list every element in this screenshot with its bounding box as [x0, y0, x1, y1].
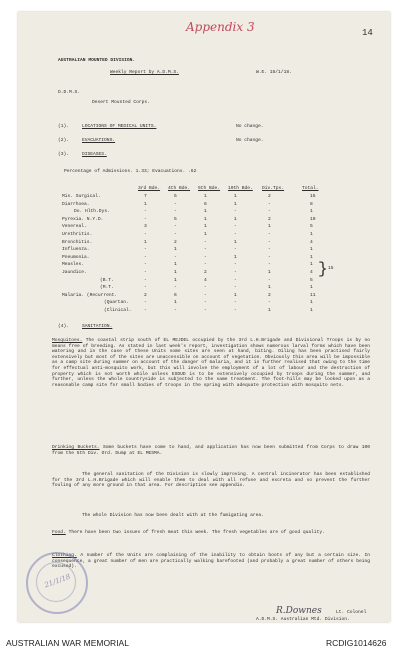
- table-cell: -: [268, 300, 271, 306]
- row-label: (Quartan.: [104, 300, 129, 306]
- table-cell: -: [174, 308, 177, 313]
- clothing-paragraph: [52, 553, 370, 570]
- column-header: Total.: [302, 186, 319, 191]
- table-cell: -: [204, 300, 207, 306]
- table-cell: 4: [310, 270, 313, 275]
- table-cell: 1: [310, 254, 313, 260]
- mosquitoes-text: The coastal strip south of EL MEJDEL occupied by the 3rd L.H.Brigade and Divisional Troops is by no means free of breeding. As stated in last week's report, investigation shows numerous larval forms which have been watering and in the case of these Units some sites are seen at hand, biting. Oiling has been practised fairly extensively but most of the sites are unaccessible on account of vegetation. Obviously this area will be impossible as a camp site during summer on account of the danger of malaria, and it is further realised that owing to the time for effectual anti-mosquito work, but this will involve the employment of a lot of labour and the destruction of property which is not worth while unless ESDUD is to be extensively occupied by troops during the summer, and further, unless the whole countryside is subjected to the same treatment. The foot-hills may be looked upon as a reasonable camp site for small bodies of troops in the spring with adequate protection with mosquito nets.: [52, 338, 370, 388]
- table-cell: 1: [174, 277, 177, 283]
- row-label: Pneumonia.: [62, 254, 90, 260]
- food-text: There have been two issues of fresh meat this week. The fresh vegetables are of good quality.: [68, 530, 325, 535]
- table-cell: 5: [174, 216, 177, 222]
- table-cell: 2: [144, 292, 147, 298]
- table-cell: 1: [310, 232, 313, 237]
- table-cell: -: [234, 262, 237, 268]
- table-cell: 4: [310, 239, 313, 245]
- food-paragraph: [52, 530, 370, 536]
- week-ending: W.E. 18/1/18.: [256, 70, 292, 75]
- table-cell: 4: [204, 277, 207, 283]
- table-cell: -: [234, 270, 237, 275]
- table-cell: -: [204, 247, 207, 253]
- table-cell: -: [234, 308, 237, 313]
- table-cell: -: [144, 285, 147, 291]
- row-label: Mis. Surgical.: [62, 194, 101, 199]
- table-cell: 8: [310, 201, 313, 207]
- row-label: Bronchitis.: [62, 239, 93, 245]
- table-cell: 1: [174, 262, 177, 268]
- table-cell: -: [234, 285, 237, 291]
- table-cell: 11: [310, 292, 316, 298]
- column-header: 4th Bde.: [168, 186, 191, 191]
- table-cell: 1: [204, 216, 207, 222]
- stamp-date: 21/1/18: [43, 572, 72, 590]
- table-cell: -: [268, 209, 271, 215]
- table-cell: 1: [234, 254, 237, 260]
- column-header: 3rd Bde.: [138, 186, 161, 191]
- table-cell: 1: [174, 247, 177, 253]
- admission-percentages: Percentage of Admissions. 1.33; Evacuations. .62: [64, 169, 197, 174]
- section-number: (1).: [58, 124, 70, 129]
- addressee: D.D.M.S.: [58, 90, 81, 95]
- clothing-heading: Clothing.: [52, 553, 77, 558]
- table-cell: -: [268, 277, 271, 283]
- row-label: Venereal.: [62, 224, 87, 230]
- table-cell: -: [174, 201, 177, 207]
- table-cell: 2: [268, 292, 271, 298]
- row-label: Jaundice.: [62, 270, 87, 275]
- row-label: Influenza.: [62, 247, 90, 253]
- table-cell: -: [204, 239, 207, 245]
- table-cell: 1: [174, 300, 177, 306]
- table-cell: -: [144, 262, 147, 268]
- table-cell: 7: [144, 194, 147, 199]
- table-cell: -: [234, 209, 237, 215]
- table-cell: -: [204, 254, 207, 260]
- mosquitoes-heading: Mosquitoes.: [52, 338, 83, 343]
- row-label: Pyrexia. N.Y.D.: [62, 216, 104, 222]
- sanitation-number: (4).: [58, 324, 70, 329]
- drinking-buckets-text: Some buckets have come to hand, and application has now been submitted from Corps to draw 100 from the 5th Div. Ord. Dump at EL MESMA.: [52, 445, 370, 456]
- table-cell: -: [144, 270, 147, 275]
- section-title: EVACUATIONS.: [82, 138, 116, 143]
- signature-rank: Lt. Colonel: [336, 610, 367, 615]
- table-cell: 1: [144, 239, 147, 245]
- column-header: 5th Bde.: [198, 186, 221, 191]
- appendix-note: Appendix 3: [186, 20, 255, 34]
- table-cell: 1: [204, 224, 207, 230]
- row-group-brace: }: [318, 260, 328, 278]
- table-cell: -: [174, 254, 177, 260]
- row-label: Diarrhoea.: [62, 201, 90, 207]
- table-cell: 1: [310, 308, 313, 313]
- table-cell: -: [144, 216, 147, 222]
- fumigation-paragraph: The whole Division has now been dealt with at the fumigating area.: [82, 513, 264, 518]
- table-cell: 5: [174, 194, 177, 199]
- section-value: No change.: [236, 124, 264, 129]
- table-cell: -: [144, 232, 147, 237]
- sanitation-title: SANITATION.: [82, 324, 113, 329]
- table-cell: 2: [268, 216, 271, 222]
- table-cell: 10: [310, 216, 316, 222]
- table-cell: 1: [204, 194, 207, 199]
- drinking-buckets-paragraph: [52, 445, 370, 456]
- table-cell: 6: [174, 292, 177, 298]
- table-cell: 1: [268, 285, 271, 291]
- signature-title: A.D.M.S. Australian Mtd. Division.: [256, 617, 350, 622]
- table-cell: 6: [204, 201, 207, 207]
- section-value: No change.: [236, 138, 264, 143]
- drinking-buckets-heading: Drinking Buckets.: [52, 445, 100, 450]
- food-heading: Food.: [52, 530, 66, 535]
- table-cell: -: [234, 247, 237, 253]
- report-title: Weekly Report by A.D.M.S.: [110, 70, 179, 75]
- archive-stamp: [26, 552, 88, 614]
- table-cell: 1: [310, 285, 313, 291]
- table-cell: -: [268, 247, 271, 253]
- table-cell: 1: [234, 216, 237, 222]
- table-cell: -: [174, 209, 177, 215]
- table-cell: -: [268, 232, 271, 237]
- table-cell: -: [204, 292, 207, 298]
- table-cell: -: [144, 300, 147, 306]
- table-cell: -: [268, 201, 271, 207]
- table-cell: 1: [234, 239, 237, 245]
- footer-item-id: RCDIG1014626: [326, 638, 387, 648]
- table-cell: 1: [268, 224, 271, 230]
- table-cell: -: [268, 254, 271, 260]
- addressee-corps: Desert Mounted Corps.: [92, 100, 150, 105]
- table-cell: -: [204, 285, 207, 291]
- document-page: [18, 12, 390, 622]
- table-cell: 2: [204, 270, 207, 275]
- table-cell: 15: [310, 194, 316, 199]
- row-label: Malaria. (Recurrent.: [62, 292, 118, 298]
- section-number: (2).: [58, 138, 70, 143]
- table-cell: -: [234, 277, 237, 283]
- table-cell: 1: [310, 300, 313, 306]
- table-cell: 1: [310, 262, 313, 268]
- table-cell: -: [144, 308, 147, 313]
- general-sanitation-paragraph: The general sanitation of the Division is slowly improving. A central incinerator has been established for the 3rd L.H.Brigade which will enable them to deal with all refuse and excreta and so prevent the further fouling of any more ground in that area. For description see appendix.: [52, 472, 370, 489]
- row-label: Do. Hlth.Dys.: [74, 209, 110, 215]
- table-cell: 1: [234, 194, 237, 199]
- table-cell: -: [234, 300, 237, 306]
- table-cell: 1: [204, 209, 207, 215]
- row-label: (Clinical.: [104, 308, 132, 313]
- column-header: 10th Bde.: [228, 186, 253, 191]
- table-cell: 5: [310, 224, 313, 230]
- mosquitoes-paragraph: [52, 338, 370, 388]
- table-cell: -: [204, 262, 207, 268]
- table-cell: 1: [204, 232, 207, 237]
- table-cell: 5: [310, 277, 313, 283]
- table-cell: -: [174, 285, 177, 291]
- division-heading: AUSTRALIAN MOUNTED DIVISION.: [58, 58, 136, 63]
- table-cell: 2: [174, 239, 177, 245]
- table-cell: -: [144, 247, 147, 253]
- table-cell: 1: [234, 292, 237, 298]
- page-number: 14: [362, 28, 373, 38]
- table-cell: 1: [144, 201, 147, 207]
- table-cell: -: [144, 209, 147, 215]
- row-label: (B.T.: [100, 277, 114, 283]
- table-cell: 1: [310, 209, 313, 215]
- table-cell: -: [234, 224, 237, 230]
- table-cell: -: [144, 254, 147, 260]
- table-cell: -: [174, 224, 177, 230]
- table-cell: -: [268, 239, 271, 245]
- row-label: Urethritis.: [62, 232, 93, 237]
- table-cell: -: [234, 232, 237, 237]
- table-cell: 1: [268, 270, 271, 275]
- table-cell: 1: [268, 308, 271, 313]
- table-cell: 1: [234, 201, 237, 207]
- table-cell: 2: [268, 194, 271, 199]
- row-label: (M.T.: [100, 285, 114, 291]
- section-title: DISEASES.: [82, 152, 107, 157]
- table-cell: 3: [144, 224, 147, 230]
- table-cell: -: [144, 277, 147, 283]
- signature: R.Downes: [276, 606, 322, 616]
- row-group-total: 15: [328, 266, 334, 271]
- section-title: LOCATIONS OF MEDICAL UNITS.: [82, 124, 157, 129]
- table-cell: 1: [174, 270, 177, 275]
- footer-archive-name: AUSTRALIAN WAR MEMORIAL: [6, 638, 129, 648]
- table-cell: -: [268, 262, 271, 268]
- table-cell: -: [174, 232, 177, 237]
- section-number: (3).: [58, 152, 70, 157]
- clothing-text: A number of the Units are complaining of the inability to obtain boots of any but a certain size. In consequence, a great number of men are practically walking barefooted (and probably a great number of others being excused).: [52, 553, 370, 570]
- table-cell: 1: [310, 247, 313, 253]
- row-label: Measles.: [62, 262, 85, 268]
- column-header: Div.Tps.: [262, 186, 285, 191]
- table-cell: -: [204, 308, 207, 313]
